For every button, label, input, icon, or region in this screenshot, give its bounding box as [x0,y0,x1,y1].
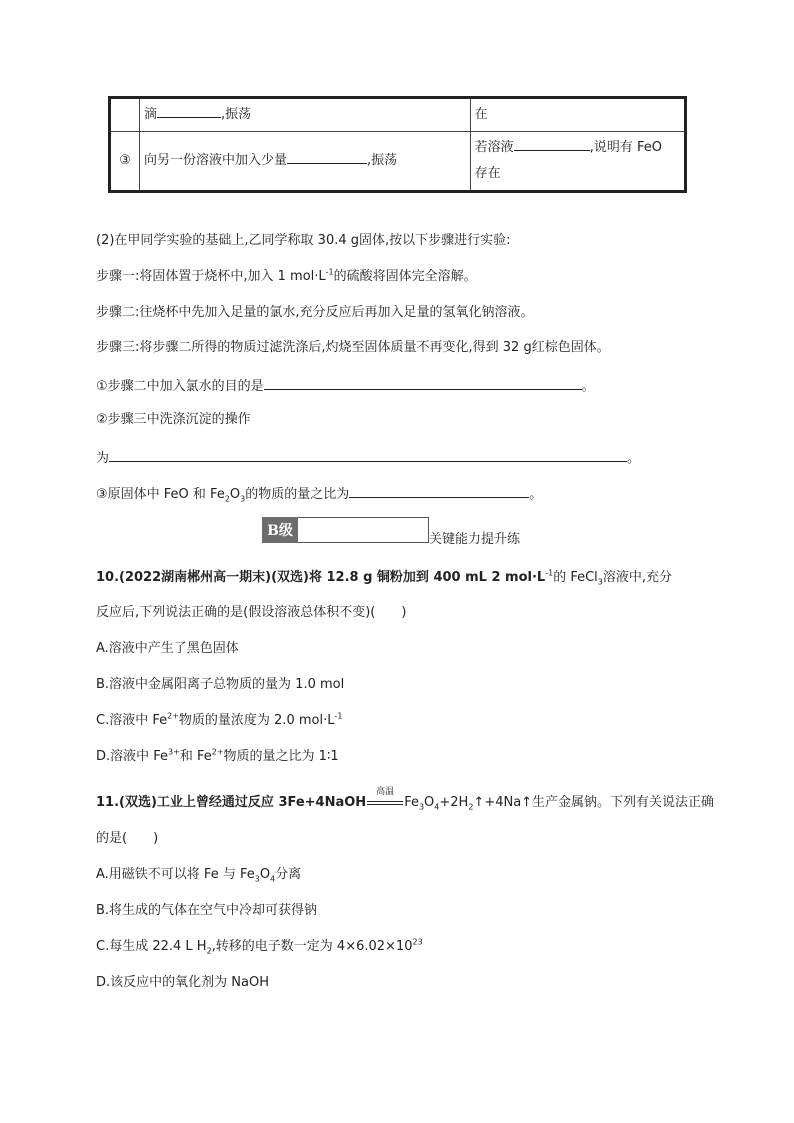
q11-sub: 4 [434,802,440,812]
table-row [110,132,686,192]
q11-option-b: B.将生成的气体在空气中冷却可获得钠 [96,903,318,918]
q2-sub1-end: 。 [581,379,595,394]
q10-optd-text: D.溶液中 Fe [96,749,169,764]
table-row [110,98,686,132]
q10-optd-sup: 3+ [168,747,180,757]
q10-option-a: A.溶液中产生了黑色固体 [96,641,239,656]
q2-step1-text-end: 的硫酸将固体完全溶解。 [333,269,477,284]
q2-sub2-end: 。 [627,451,641,466]
q11-stem-text5: ↑+4Na↑生产金属钠。下列有关说法正确 [473,795,715,810]
row2-result-line2: 存在 [474,166,501,181]
answer-blank[interactable] [514,136,590,151]
table-cell-result [470,132,685,192]
q10-option-c [96,712,342,730]
q11-stem [96,787,715,812]
q11-sub: 3 [418,802,425,812]
row2-num: ③ [119,153,131,168]
q10-stem-line2: 反应后,下列说法正确的是(假设溶液总体积不变)( ) [96,605,407,620]
q2-step3: 步骤三:将步骤二所得的物质过滤洗涤后,灼烧至固体质量不再变化,得到 32 g红棕色固体。 [96,340,610,355]
table-cell-operation [139,132,470,192]
equals-sign [367,801,403,805]
q10-stem-text3: 溶液中,充分 [602,570,673,585]
level-tag: B级 [262,517,298,543]
answer-blank[interactable] [287,149,367,164]
q11-option-c [96,938,423,956]
level-label: 关键能力提升练 [429,532,521,547]
q2-intro: (2)在甲同学实验的基础上,乙同学称取 30.4 g固体,按以下步骤进行实验: [96,233,511,248]
q10-stem [96,569,672,587]
q11-opta-text2: O [259,867,271,882]
q10-sup: -1 [545,568,554,578]
q2-step2: 步骤二:往烧杯中先加入足量的氯水,充分反应后再加入足量的氢氧化钠溶液。 [96,305,534,320]
q2-sub3-text2: 的物质的量之比为 [245,487,350,502]
table-cell-num [110,132,140,192]
q11-stem-text4: +2H [439,795,469,810]
q10-optd-text2: 和 Fe [179,749,212,764]
q11-optc-text: C.每生成 22.4 L H [96,939,207,954]
q2-sub1 [96,375,595,396]
row2-result-prefix: 若溶液 [474,140,514,155]
q10-sub: 3 [597,577,603,587]
answer-blank[interactable] [264,375,582,390]
q11-opta-sub: 3 [254,874,260,884]
q10-optd-text3: 物质的量之比为 1∶1 [223,749,339,764]
table-cell-operation [139,98,470,132]
q2-sub2-line2 [96,447,640,468]
q2-sub3-sub: 3 [240,494,246,504]
row1-result: 在 [474,107,488,122]
q10-stem-text2: 的 FeCl [553,570,598,585]
q2-sub2: ②步骤三中洗涤沉淀的操作 [96,412,251,427]
q11-option-d: D.该反应中的氧化剂为 NaOH [96,975,269,990]
q2-sub3-o: O [229,487,241,502]
q2-sub1-text: ①步骤二中加入氯水的目的是 [96,379,264,394]
row1-op-prefix: 滴 [143,107,157,122]
row2-op-suffix: ,振荡 [366,153,398,168]
q11-optc-text2: ,转移的电子数一定为 4×6.02×10 [211,939,413,954]
q10-optd-sup2: 2+ [211,747,224,757]
q10-optc-text2: 物质的量浓度为 2.0 mol·L [178,713,335,728]
q11-opta-text: A.用磁铁不可以将 Fe 与 Fe [96,867,255,882]
level-banner [262,517,521,547]
q10-optc-sup2: -1 [334,711,343,721]
q2-sub2-text: 为 [96,451,110,466]
q2-step1 [96,268,477,286]
level-frame [298,517,429,543]
q11-stem-line2: 的是( ) [96,831,159,846]
q11-opta-sub2: 4 [270,874,276,884]
q2-step1-text: 步骤一:将固体置于烧杯中,加入 1 mol·L [96,269,326,284]
condition-label: 高温 [376,787,395,797]
q2-sub3 [96,483,542,504]
experiment-table [108,96,687,193]
q2-sub3-sub: 2 [224,494,230,504]
q2-sub3-text: ③原固体中 FeO 和 Fe [96,487,225,502]
q2-sub3-end: 。 [529,487,543,502]
q2-step1-sup: -1 [325,267,334,277]
q10-option-d [96,748,339,766]
row1-op-suffix: ,振荡 [220,107,252,122]
answer-blank[interactable] [109,447,627,462]
row2-result-suffix: ,说明有 FeO [589,140,662,155]
table-cell-num [110,98,140,132]
answer-blank[interactable] [349,483,529,498]
reaction-condition [366,787,404,812]
q11-optc-sub: 2 [206,946,212,956]
q11-stem-text3: O [424,795,435,810]
q11-stem-text: 11.(双选)工业上曾经通过反应 3Fe+4NaOH [96,795,367,810]
row2-op-prefix: 向另一份溶液中加入少量 [143,153,287,168]
q10-optc-text: C.溶液中 Fe [96,713,168,728]
q10-optc-sup: 2+ [167,711,179,721]
q11-option-a [96,866,301,884]
q10-option-b: B.溶液中金属阳离子总物质的量为 1.0 mol [96,677,345,692]
q11-stem-text2: Fe [404,795,419,810]
table-cell-result [470,98,685,132]
q11-optc-sup: 23 [412,937,423,947]
q10-stem-text: 10.(2022湖南郴州高一期末)(双选)将 12.8 g 铜粉加到 400 mL 2 mol·L [96,570,546,585]
answer-blank[interactable] [157,103,221,118]
q11-opta-text3: 分离 [275,867,302,882]
q11-sub: 2 [468,802,474,812]
